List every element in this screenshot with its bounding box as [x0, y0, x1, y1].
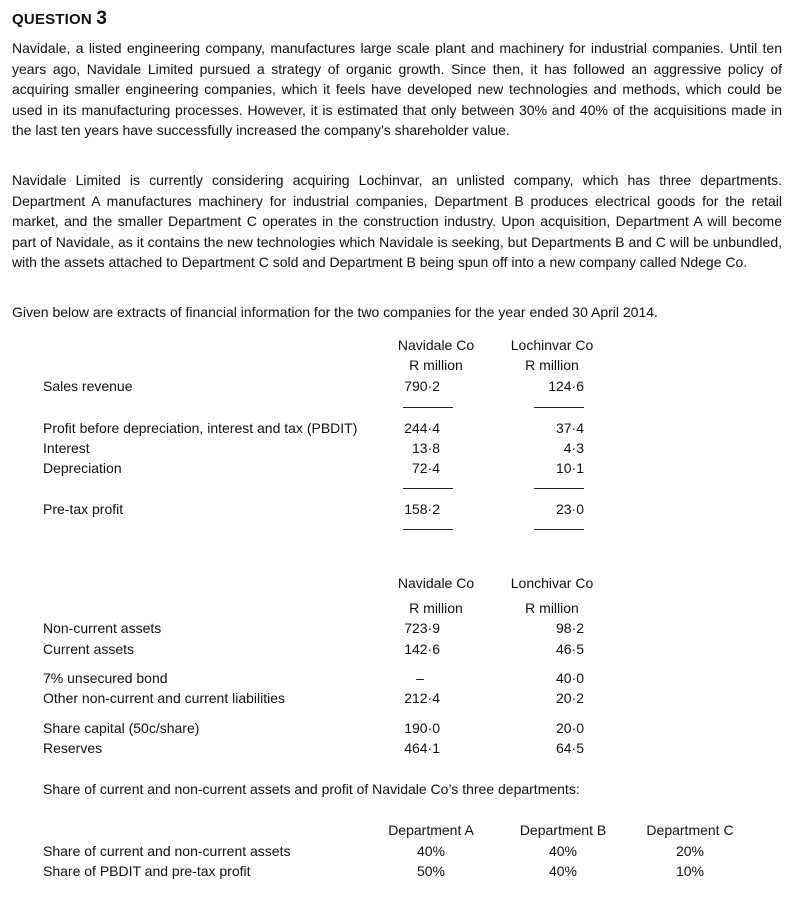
- value-pbdit-lochinvar: 37·4: [555, 420, 584, 436]
- value-depreciation-navidale: 72·4: [411, 460, 440, 476]
- value-pretax-lochinvar: 23·0: [555, 501, 584, 517]
- value-share-lonchivar: 20·0: [555, 720, 584, 736]
- value-other-lonchivar: 20·2: [555, 690, 584, 706]
- value-sales-navidale: 790·2: [404, 378, 440, 394]
- value-profit-share-b: 40%: [548, 863, 578, 879]
- paragraph-background: Navidale, a listed engineering company, manufactures large scale plant and machinery for industrial companies. Until ten years ago, Navidale Limited pursued a strategy of organic growth. Since then, it has followed an aggressive policy of acquiring smaller engineering companies, which it feels have developed new technologies and methods, which could be used in its manufacturing processes. However, it is estimated that only between 30% and 40% of the acquisitions made in the last ten years have successfully increased the company’s shareholder value.: [12, 40, 782, 139]
- value-nca-lonchivar: 98·2: [555, 620, 584, 636]
- row-label-bond: 7% unsecured bond: [43, 670, 168, 686]
- value-nca-navidale: 723·9: [404, 620, 440, 636]
- value-interest-lochinvar: 4·3: [563, 440, 584, 456]
- value-sales-lochinvar: 124·6: [548, 378, 584, 394]
- value-pbdit-navidale: 244·4: [404, 420, 440, 436]
- value-asset-share-b: 40%: [548, 843, 578, 859]
- rule-line: [403, 407, 453, 408]
- value-asset-share-c: 20%: [675, 843, 705, 859]
- paragraph-given-below: Given below are extracts of financial information for the two companies for the year ended 30 April 2014.: [12, 304, 658, 320]
- value-profit-share-a: 50%: [416, 863, 446, 879]
- question-label: QUESTION: [12, 11, 92, 28]
- question-number: 3: [96, 8, 108, 29]
- row-label-current-assets: Current assets: [43, 641, 135, 657]
- value-bond-lonchivar: 40·0: [555, 670, 584, 686]
- row-label-asset-share: Share of current and non-current assets: [43, 843, 291, 859]
- question-heading: [12, 8, 107, 30]
- value-reserves-navidale: 464·1: [404, 740, 440, 756]
- col-header-lonchivar: Lonchivar Co: [510, 575, 594, 591]
- value-interest-navidale: 13·8: [411, 440, 440, 456]
- col-header-lochinvar: Lochinvar Co: [510, 337, 594, 353]
- department-intro-text: Share of current and non-current assets and profit of Navidale Co’s three departments:: [43, 781, 580, 797]
- rule-line: [403, 529, 453, 530]
- col-header-navidale: Navidale Co: [397, 575, 475, 591]
- rule-line: [403, 488, 453, 489]
- col-unit-lochinvar: R million: [525, 357, 579, 373]
- rule-line: [534, 407, 584, 408]
- row-label-interest: Interest: [43, 440, 90, 456]
- row-label-other-liabilities: Other non-current and current liabilities: [43, 690, 286, 706]
- col-header-navidale: Navidale Co: [397, 337, 475, 353]
- row-label-depreciation: Depreciation: [43, 460, 122, 476]
- value-bond-navidale: –: [416, 670, 424, 686]
- value-depreciation-lochinvar: 10·1: [555, 460, 584, 476]
- col-unit-navidale: R million: [409, 600, 463, 616]
- row-label-profit-share: Share of PBDIT and pre-tax profit: [43, 863, 251, 879]
- col-header-department-c: Department C: [646, 822, 734, 838]
- row-label-share-capital: Share capital (50c/share): [43, 720, 200, 736]
- value-profit-share-c: 10%: [675, 863, 705, 879]
- row-label-non-current-assets: Non-current assets: [43, 620, 162, 636]
- row-label-pretax: Pre-tax profit: [43, 501, 124, 517]
- value-share-navidale: 190·0: [404, 720, 440, 736]
- value-asset-share-a: 40%: [416, 843, 446, 859]
- col-unit-navidale: R million: [409, 357, 463, 373]
- col-header-department-b: Department B: [519, 822, 607, 838]
- value-reserves-lonchivar: 64·5: [555, 740, 584, 756]
- value-pretax-navidale: 158·2: [404, 501, 440, 517]
- col-unit-lonchivar: R million: [525, 600, 579, 616]
- row-label-reserves: Reserves: [43, 740, 103, 756]
- paragraph-acquisition: Navidale Limited is currently considering acquiring Lochinvar, an unlisted company, which has three departments. Department A manufactures machinery for industrial companies, Department B produces electrical goods for the retail market, and the smaller Department C operates in the construction industry. Upon acquisition, Department A will become part of Navidale, as it contains the new technologies which Navidale is seeking, but Departments B and C will be unbundled, with the assets attached to Department C sold and Department B being spun off into a new company called Ndege Co.: [12, 172, 782, 271]
- row-label-sales: Sales revenue: [43, 378, 133, 394]
- value-other-navidale: 212·4: [404, 690, 440, 706]
- value-ca-lonchivar: 46·5: [555, 641, 584, 657]
- rule-line: [534, 529, 584, 530]
- row-label-pbdit: Profit before depreciation, interest and tax (PBDIT): [43, 420, 358, 436]
- rule-line: [534, 488, 584, 489]
- value-ca-navidale: 142·6: [404, 641, 440, 657]
- col-header-department-a: Department A: [388, 822, 474, 838]
